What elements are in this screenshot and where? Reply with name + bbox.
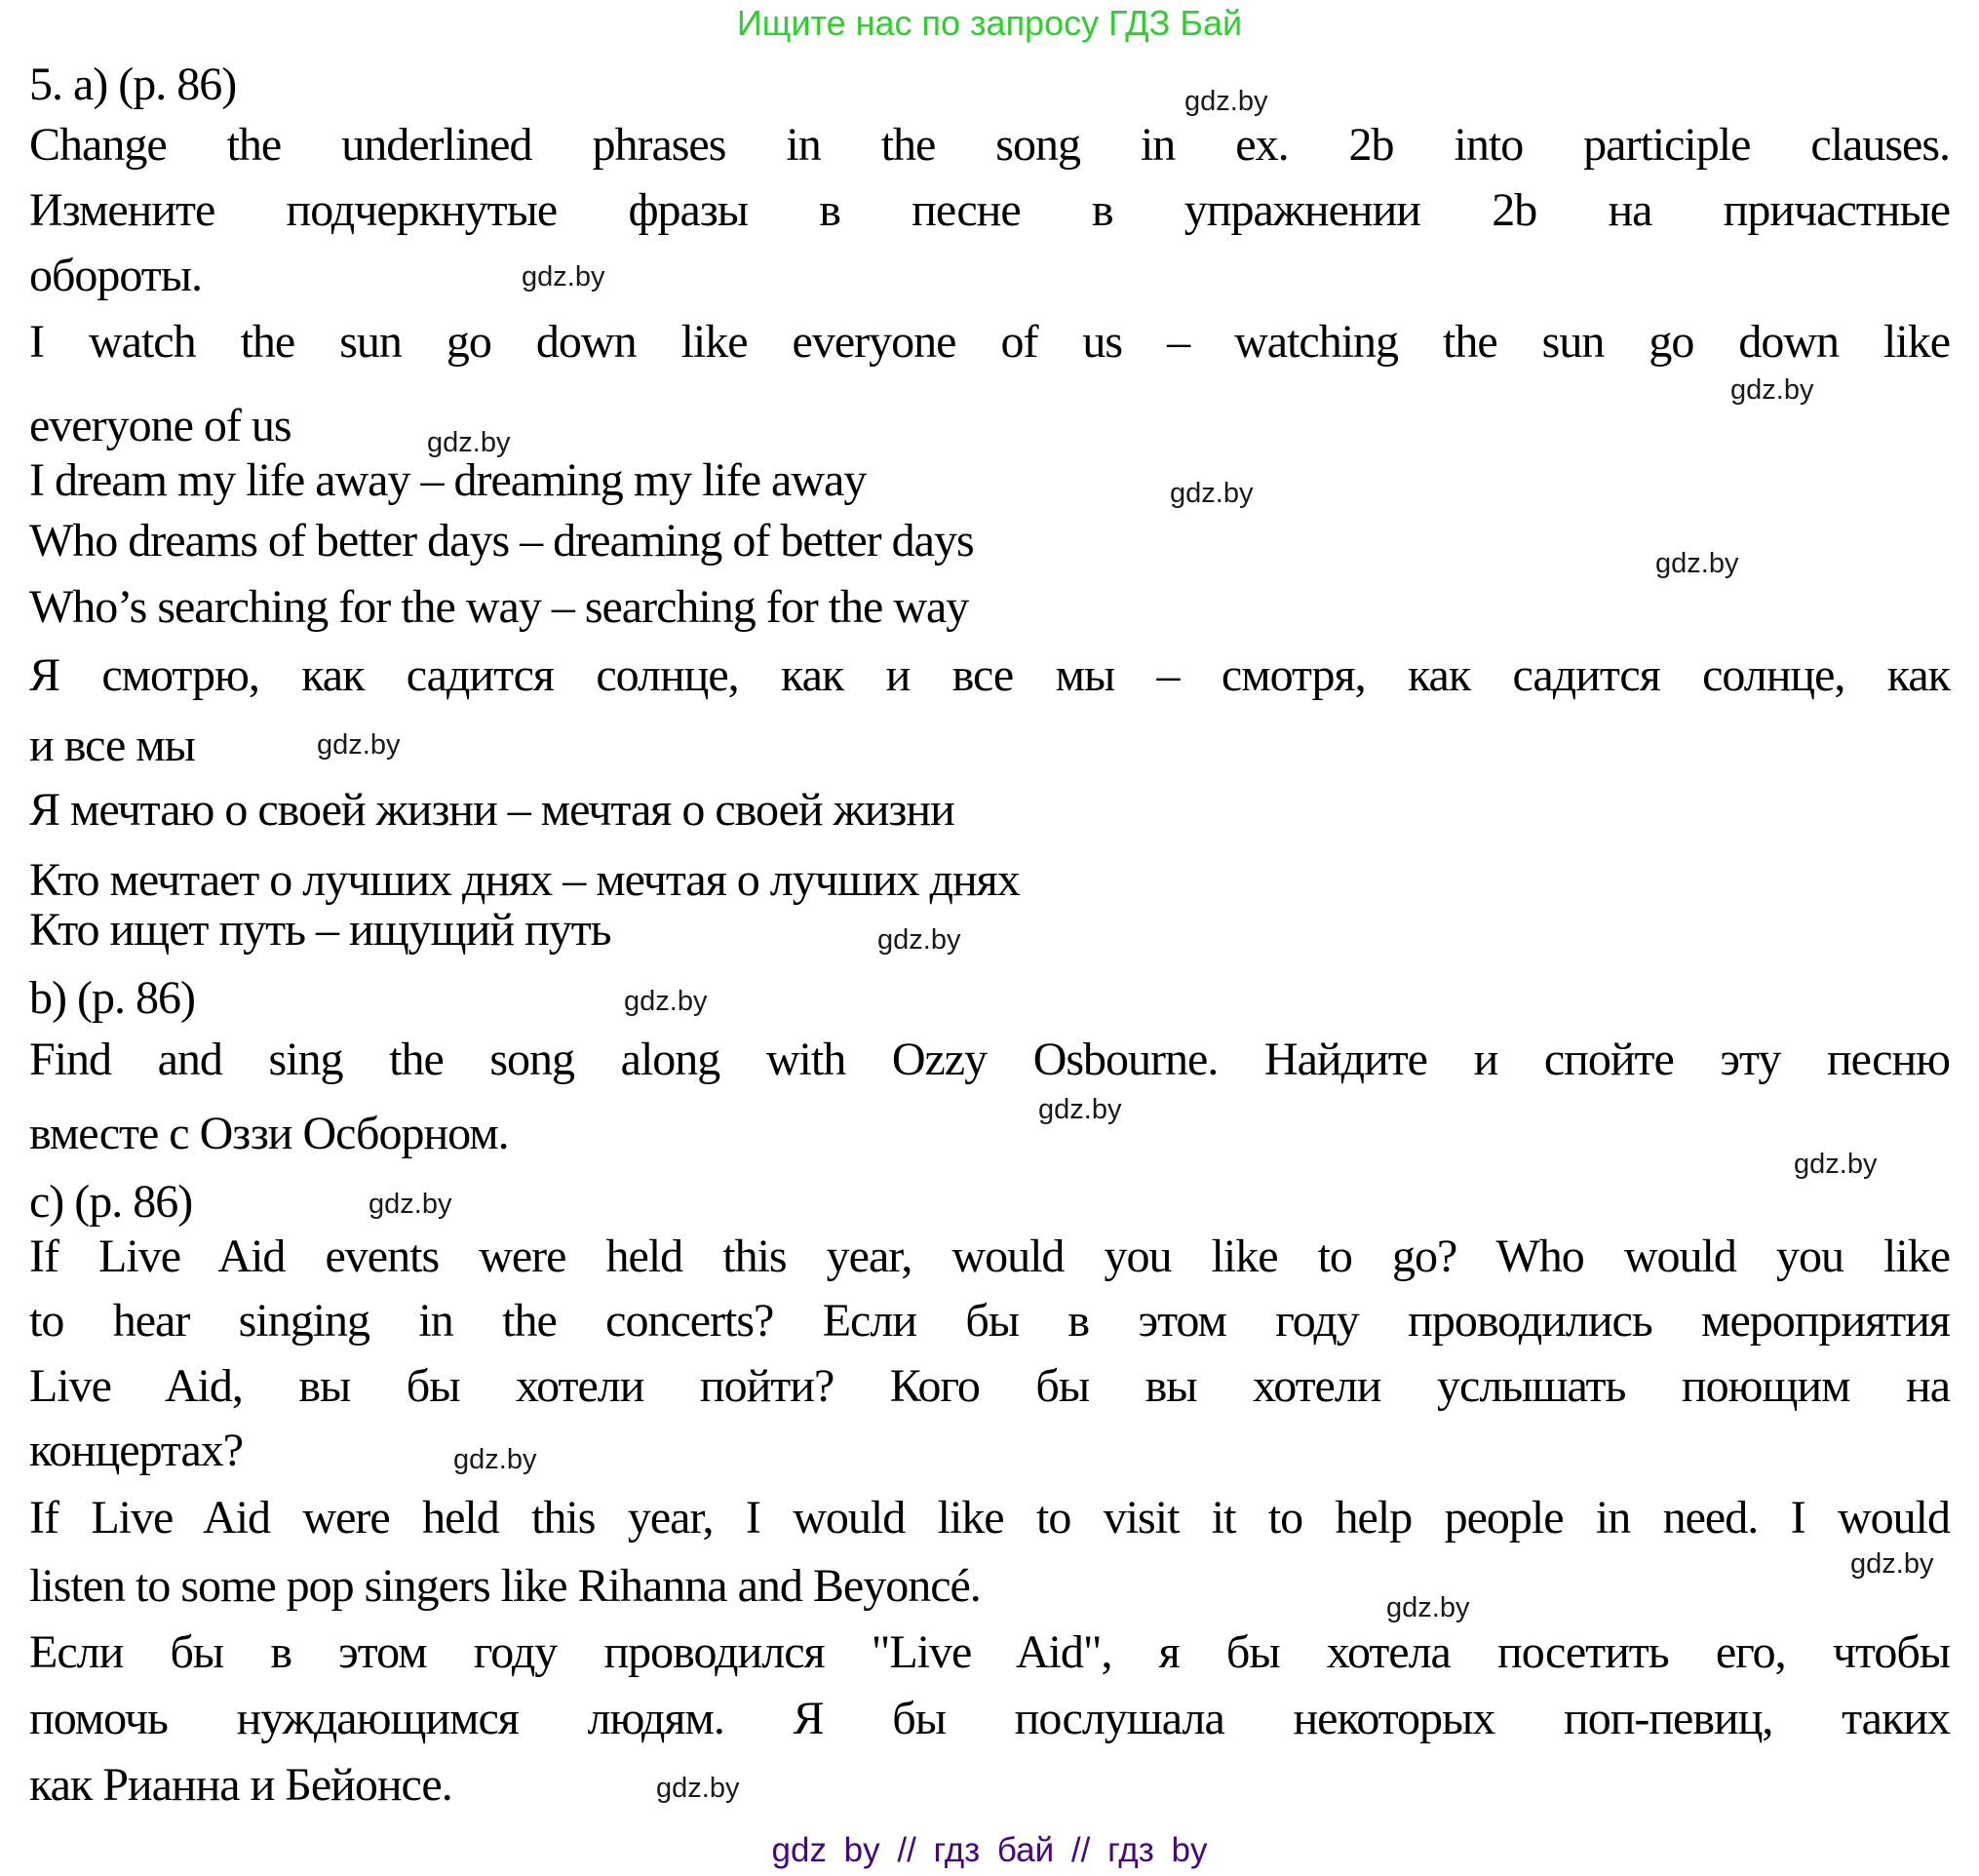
line-text: помочь нуждающимся людям. Я бы послушала некоторых поп-певиц, таких [29, 1693, 1950, 1744]
line-text: Change the underlined phrases in the song in ex. 2b into participle clauses. [29, 119, 1950, 171]
gdz-watermark: gdz.by [656, 1773, 740, 1804]
answer-line-en [29, 452, 1950, 509]
line-text: I watch the sun go down like everyone of us – watching the sun go down like [29, 316, 1950, 368]
gdz-watermark: gdz.by [1386, 1592, 1470, 1623]
answer-5c-en [29, 1558, 1950, 1623]
answer-line-ru [29, 902, 1950, 958]
line-text: Измените подчеркнутые фразы в песне в упражнении 2b на причастные [29, 184, 1950, 236]
task-text-ru [29, 182, 1950, 239]
answer-5c-ru [29, 1624, 1950, 1681]
line-text: Если бы в этом году проводился "Live Aid", я бы хотела посетить его, чтобы [29, 1626, 1950, 1678]
task-text-5b [29, 1032, 1950, 1125]
line-text: и все мы [29, 720, 195, 771]
line-text: Live Aid, вы бы хотели пойти? Кого бы вы хотели услышать поющим на [29, 1360, 1950, 1412]
line-text: I dream my life away – dreaming my life away [29, 454, 867, 506]
answer-line-ru [29, 782, 1950, 839]
gdz-watermark: gdz.by [1655, 548, 1739, 579]
line-text: Who’s searching for the way – searching for the way [29, 581, 969, 633]
task-text-5b [29, 1106, 1950, 1180]
gdz-watermark: gdz.by [1038, 1094, 1122, 1125]
task-text-5c [29, 1293, 1950, 1349]
line-text: как Рианна и Бейонсе. [29, 1759, 452, 1811]
gdz-watermark: gdz.by [453, 1444, 537, 1475]
line-text: Who dreams of better days – dreaming of better days [29, 515, 974, 567]
line-text: Кто ищет путь – ищущий путь [29, 904, 611, 956]
gdz-watermark: gdz.by [317, 729, 401, 761]
site-search-banner: Ищите нас по запросу ГДЗ Бай [736, 3, 1243, 43]
gdz-watermark: gdz.by [427, 427, 511, 458]
line-text: Я смотрю, как садится солнце, как и все мы – смотря, как садится солнце, как [29, 649, 1950, 701]
task-text-en [29, 117, 1950, 174]
task-text-5c [29, 1229, 1950, 1285]
line-text: listen to some pop singers like Rihanna and Beyoncé. [29, 1560, 981, 1612]
line-text: концертах? [29, 1425, 244, 1476]
line-text: to hear singing in the concerts? Если бы в этом году проводились мероприятия [29, 1295, 1950, 1347]
line-text: If Live Aid were held this year, I would like to visit it to help people in need. I would [29, 1492, 1950, 1544]
answer-line-en [29, 398, 1950, 458]
line-text: If Live Aid events were held this year, would you like to go? Who would you like [29, 1231, 1950, 1282]
line-text: c) (p. 86) [29, 1176, 193, 1228]
answer-line-en [29, 314, 1950, 406]
answer-5c-ru [29, 1691, 1950, 1747]
task-text-ru [29, 248, 1950, 304]
line-text: вместе с Оззи Осборном. [29, 1108, 509, 1159]
answer-5c-en [29, 1490, 1950, 1580]
answer-line-ru [29, 718, 1950, 774]
line-text: Кто мечтает о лучших днях – мечтая о лучших днях [29, 854, 1020, 906]
line-text: Я мечтаю о своей жизни – мечтая о своей жизни [29, 784, 954, 836]
gdz-watermark: gdz.by [1170, 478, 1254, 509]
exercise-5b-heading [29, 970, 1950, 1027]
exercise-5a-heading [29, 57, 1950, 117]
exercise-5c-heading [29, 1174, 1950, 1231]
gdz-watermark: gdz.by [1794, 1149, 1878, 1180]
line-text: Find and sing the song along with Ozzy Osbourne. Найдите и спойте эту песню [29, 1034, 1950, 1085]
task-text-5c [29, 1423, 1950, 1479]
line-text: 5. a) (p. 86) [29, 59, 237, 110]
gdz-watermark: gdz.by [1850, 1548, 1934, 1580]
line-text: обороты. [29, 250, 203, 301]
task-text-5c [29, 1358, 1950, 1415]
line-text: everyone of us [29, 400, 291, 451]
line-text: b) (p. 86) [29, 972, 195, 1024]
answer-line-en [29, 513, 1950, 579]
gdz-watermark: gdz.by [624, 986, 708, 1017]
site-footer-watermark: gdz by // гдз бай // гдз by [771, 1831, 1208, 1869]
answer-line-ru [29, 647, 1950, 704]
gdz-watermark: gdz.by [522, 261, 605, 293]
gdz-watermark: gdz.by [877, 924, 961, 956]
gdz-watermark: gdz.by [1184, 86, 1268, 117]
answer-line-ru [29, 852, 1950, 909]
answer-5c-ru [29, 1757, 1950, 1814]
gdz-watermark: gdz.by [369, 1189, 452, 1220]
answer-line-en [29, 579, 1950, 636]
gdz-watermark: gdz.by [1730, 374, 1814, 406]
